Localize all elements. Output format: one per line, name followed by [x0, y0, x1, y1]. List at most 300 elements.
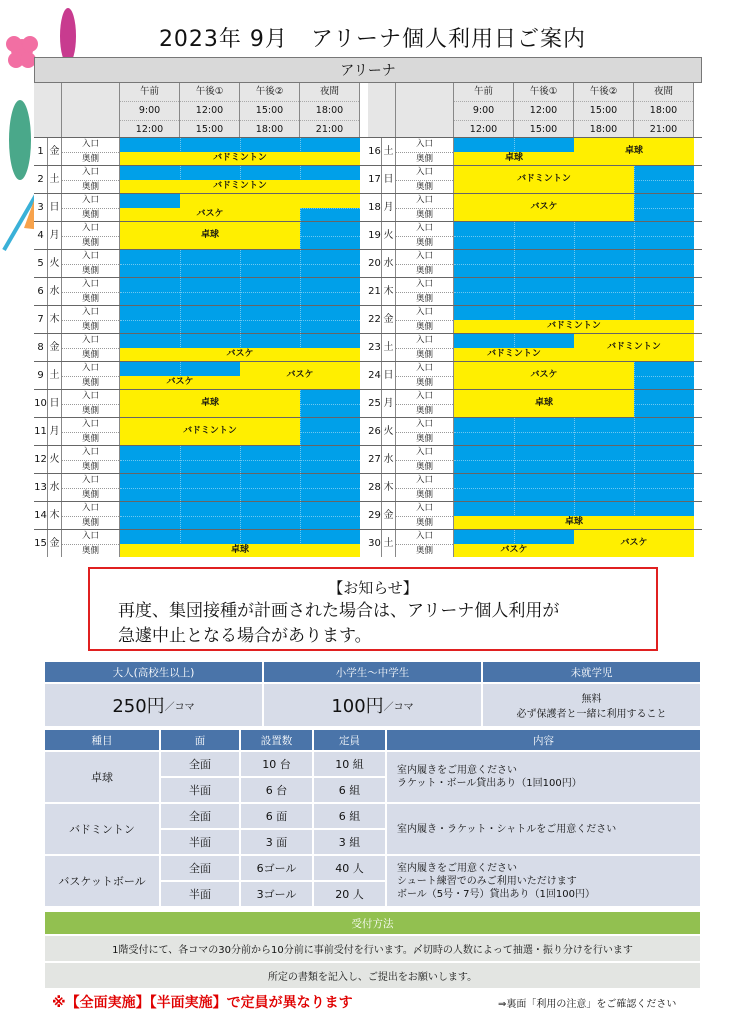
day-number: 26: [368, 418, 382, 445]
sub-labels: [62, 250, 120, 277]
day-number: 10: [34, 390, 48, 417]
slot-area: [454, 502, 694, 529]
slot-name: 午後②: [574, 83, 633, 102]
slot-area: [454, 390, 694, 417]
slot-divider: [300, 446, 301, 473]
day-number: 21: [368, 278, 382, 305]
slot-area: [120, 194, 360, 221]
page-title: 2023年 9月 アリーナ個人利用日ご案内: [158, 27, 587, 52]
back-page-note: ⇒裏面「利用の注意」をご確認ください: [498, 999, 677, 1010]
sub-labels: [62, 194, 120, 221]
day-row: [368, 417, 702, 445]
sub-labels: [396, 530, 454, 557]
slot-area: [120, 474, 360, 501]
slot-end: 15:00: [514, 121, 573, 140]
slot-divider: [514, 222, 515, 249]
slot-area: [454, 278, 694, 305]
sub-labels: [62, 222, 120, 249]
label-entrance: 入口: [396, 530, 453, 545]
slot-divider: [574, 418, 575, 445]
weekday: 金: [48, 138, 62, 165]
sport-full-count: 6 面: [240, 803, 313, 829]
day-number: 7: [34, 306, 48, 333]
label-back: 奥側: [415, 265, 433, 276]
label-entrance: 入口: [396, 222, 453, 237]
slot-area: [454, 362, 694, 389]
weekday: 日: [382, 166, 396, 193]
day-row: [368, 333, 702, 361]
day-row: [34, 445, 368, 473]
day-row: [368, 221, 702, 249]
price-adult-value: 250円: [112, 696, 165, 717]
slot-end: 18:00: [240, 121, 299, 140]
reception-line2: 所定の書類を記入し、ご提出をお願いします。: [44, 962, 701, 989]
day-number: 22: [368, 306, 382, 333]
slot-header-3: [634, 83, 694, 137]
sport-half-face: 半面: [160, 829, 240, 855]
slot-divider: [240, 446, 241, 473]
weekday: 木: [48, 502, 62, 529]
slot-divider: [574, 474, 575, 501]
slot-divider: [300, 390, 301, 417]
weekday: 日: [382, 362, 396, 389]
booking-bar: 卓球: [454, 516, 694, 530]
price-child-unit: ／コマ: [383, 701, 414, 713]
slot-area: [120, 530, 360, 557]
sport-full-face: 全面: [160, 855, 240, 881]
weekday: 木: [382, 474, 396, 501]
sub-labels: [62, 334, 120, 361]
slot-divider: [240, 250, 241, 277]
schedule-header: [368, 83, 702, 137]
sport-half-cap: 6 組: [313, 777, 386, 803]
slot-divider: [180, 446, 181, 473]
sub-labels: [62, 418, 120, 445]
sport-content-line: シュート練習でのみご利用いただけます: [397, 875, 577, 887]
weekday: 火: [48, 250, 62, 277]
slot-area: [454, 530, 694, 557]
sub-labels: [396, 474, 454, 501]
slot-divider: [574, 278, 575, 305]
day-number: 5: [34, 250, 48, 277]
booking-bar: バドミントン: [454, 166, 634, 193]
slot-area: [120, 250, 360, 277]
sub-labels: [396, 502, 454, 529]
weekday: 土: [48, 166, 62, 193]
label-back: 奥側: [415, 405, 433, 416]
slot-divider: [574, 446, 575, 473]
day-row: [368, 277, 702, 305]
day-row: [368, 193, 702, 221]
day-row: [368, 137, 702, 165]
notice-title: 【お知らせ】: [328, 579, 418, 597]
day-row: [34, 137, 368, 165]
sports-table: [44, 729, 701, 909]
day-number: 24: [368, 362, 382, 389]
slot-header-1: [514, 83, 574, 137]
day-number: 17: [368, 166, 382, 193]
booking-bar: 卓球: [120, 390, 300, 417]
sub-labels: [396, 362, 454, 389]
label-entrance: 入口: [62, 250, 119, 265]
sport-full-face: 全面: [160, 803, 240, 829]
label-back: 奥側: [81, 377, 99, 388]
slot-area: [454, 418, 694, 445]
label-entrance: 入口: [62, 138, 119, 153]
booking-bar: バスケ: [574, 530, 694, 557]
label-back: 奥側: [81, 405, 99, 416]
slot-divider: [514, 446, 515, 473]
pricing-header-child: 小学生～中学生: [263, 661, 482, 683]
day-row: [34, 277, 368, 305]
day-row: [34, 249, 368, 277]
slot-area: [120, 390, 360, 417]
slot-end: 21:00: [634, 121, 693, 140]
slot-area: [120, 166, 360, 193]
price-adult-unit: ／コマ: [164, 701, 195, 713]
label-entrance: 入口: [62, 362, 119, 377]
notice-line1: 再度、集団接種が計画された場合は、アリーナ個人利用が: [118, 601, 560, 621]
day-row: [34, 361, 368, 389]
sport-content: [386, 803, 701, 855]
label-back: 奥側: [81, 433, 99, 444]
booking-bar: バドミントン: [120, 152, 360, 166]
sports-header-1: 面: [160, 729, 240, 751]
booking-bar: [180, 194, 360, 208]
label-back: 奥側: [415, 545, 433, 556]
schedule-header: [34, 83, 368, 137]
booking-bar: バスケ: [454, 544, 574, 558]
sub-labels: [62, 530, 120, 557]
slot-start: 9:00: [120, 102, 179, 121]
label-entrance: 入口: [396, 278, 453, 293]
day-number: 8: [34, 334, 48, 361]
label-entrance: 入口: [396, 390, 453, 405]
slot-area: [120, 362, 360, 389]
sub-labels: [62, 446, 120, 473]
header-blank: [62, 83, 120, 137]
slot-area: [120, 502, 360, 529]
weekday: 金: [382, 306, 396, 333]
weekday: 火: [382, 418, 396, 445]
day-row: [34, 221, 368, 249]
booking-bar: バスケ: [120, 376, 240, 390]
label-back: 奥側: [415, 489, 433, 500]
slot-divider: [634, 474, 635, 501]
slot-area: [454, 474, 694, 501]
label-entrance: 入口: [396, 166, 453, 181]
price-child-value: 100円: [331, 696, 384, 717]
label-back: 奥側: [81, 293, 99, 304]
slot-name: 午後①: [514, 83, 573, 102]
slot-divider: [180, 250, 181, 277]
weekday: 土: [382, 138, 396, 165]
label-back: 奥側: [81, 489, 99, 500]
day-number: 27: [368, 446, 382, 473]
booking-bar: 卓球: [120, 222, 300, 249]
label-back: 奥側: [415, 433, 433, 444]
day-number: 16: [368, 138, 382, 165]
slot-area: [454, 334, 694, 361]
sport-half-face: 半面: [160, 881, 240, 907]
day-number: 11: [34, 418, 48, 445]
slot-header-0: [454, 83, 514, 137]
weekday: 火: [48, 446, 62, 473]
sub-labels: [396, 250, 454, 277]
day-number: 30: [368, 530, 382, 557]
day-row: [34, 165, 368, 193]
day-row: [34, 193, 368, 221]
slot-divider: [514, 474, 515, 501]
slot-divider: [300, 278, 301, 305]
slot-area: [120, 138, 360, 165]
booking-bar: バスケ: [120, 348, 360, 362]
label-entrance: 入口: [62, 418, 119, 433]
slot-divider: [634, 418, 635, 445]
sub-labels: [62, 166, 120, 193]
day-row: [34, 473, 368, 501]
label-entrance: 入口: [62, 194, 119, 209]
sub-labels: [62, 362, 120, 389]
weekday: 月: [48, 418, 62, 445]
slot-name: 午前: [454, 83, 513, 102]
slot-name: 午後②: [240, 83, 299, 102]
day-row: [368, 529, 702, 557]
slot-end: 12:00: [120, 121, 179, 140]
day-number: 9: [34, 362, 48, 389]
sport-full-count: 6ゴール: [240, 855, 313, 881]
slot-divider: [574, 222, 575, 249]
label-entrance: 入口: [396, 138, 453, 153]
day-row: [34, 417, 368, 445]
day-row: [368, 473, 702, 501]
slot-divider: [240, 474, 241, 501]
slot-divider: [634, 362, 635, 389]
sport-content-line: ラケット・ボール貸出あり（1回100円）: [397, 778, 582, 789]
sub-labels: [396, 166, 454, 193]
slot-area: [120, 334, 360, 361]
weekday: 月: [382, 390, 396, 417]
reception-line1: 1階受付にて、各コマの30分前から10分前に事前受付を行います。〆切時の人数によって抽選・振り分けを行います: [44, 935, 701, 962]
label-back: 奥側: [81, 181, 99, 192]
slot-divider: [180, 474, 181, 501]
sport-full-cap: 6 組: [313, 803, 386, 829]
day-number: 6: [34, 278, 48, 305]
slot-end: 12:00: [454, 121, 513, 140]
label-back: 奥側: [415, 209, 433, 220]
label-entrance: 入口: [62, 334, 119, 349]
label-back: 奥側: [415, 321, 433, 332]
label-back: 奥側: [81, 517, 99, 528]
weekday: 土: [382, 530, 396, 557]
label-back: 奥側: [415, 237, 433, 248]
label-back: 奥側: [415, 293, 433, 304]
header-blank: [34, 83, 62, 137]
day-number: 20: [368, 250, 382, 277]
price-child: [263, 683, 482, 727]
day-number: 15: [34, 530, 48, 557]
label-back: 奥側: [415, 349, 433, 360]
weekday: 土: [48, 362, 62, 389]
label-entrance: 入口: [396, 502, 453, 517]
slot-area: [454, 250, 694, 277]
slot-area: [454, 222, 694, 249]
label-back: 奥側: [415, 181, 433, 192]
sports-header-3: 定員: [313, 729, 386, 751]
day-row: [368, 361, 702, 389]
slot-divider: [300, 474, 301, 501]
slot-divider: [240, 502, 241, 529]
sport-name: バドミントン: [44, 803, 160, 855]
slot-header-2: [574, 83, 634, 137]
slot-divider: [634, 194, 635, 221]
weekday: 日: [48, 194, 62, 221]
label-entrance: 入口: [396, 250, 453, 265]
slot-end: 21:00: [300, 121, 359, 140]
day-number: 29: [368, 502, 382, 529]
sport-content-line: 室内履き・ラケット・シャトルをご用意ください: [397, 823, 617, 835]
label-back: 奥側: [415, 461, 433, 472]
label-entrance: 入口: [62, 166, 119, 181]
slot-divider: [300, 306, 301, 333]
booking-bar: バスケ: [240, 362, 360, 389]
sport-content: [386, 855, 701, 907]
header-blank: [368, 83, 396, 137]
slot-name: 夜間: [634, 83, 693, 102]
sub-labels: [396, 306, 454, 333]
sub-labels: [62, 278, 120, 305]
slot-start: 12:00: [514, 102, 573, 121]
sport-half-count: 3ゴール: [240, 881, 313, 907]
sub-labels: [62, 138, 120, 165]
slot-start: 18:00: [300, 102, 359, 121]
booking-bar: バスケ: [120, 208, 300, 222]
day-number: 3: [34, 194, 48, 221]
slot-divider: [300, 222, 301, 249]
slot-area: [120, 306, 360, 333]
slot-divider: [180, 306, 181, 333]
slot-name: 午前: [120, 83, 179, 102]
day-row: [34, 501, 368, 529]
label-back: 奥側: [81, 545, 99, 556]
sub-labels: [62, 474, 120, 501]
day-row: [368, 445, 702, 473]
slot-name: 午後①: [180, 83, 239, 102]
label-back: 奥側: [81, 461, 99, 472]
slot-divider: [634, 166, 635, 193]
reception-section: [44, 911, 701, 989]
weekday: 水: [382, 446, 396, 473]
price-adult: [44, 683, 263, 727]
label-back: 奥側: [81, 265, 99, 276]
sport-content-line: 室内履きをご用意ください: [397, 862, 517, 874]
weekday: 土: [382, 334, 396, 361]
slot-divider: [300, 418, 301, 445]
slot-area: [454, 138, 694, 165]
slot-area: [454, 446, 694, 473]
slot-divider: [634, 278, 635, 305]
label-back: 奥側: [415, 153, 433, 164]
booking-bar: バドミントン: [574, 334, 694, 361]
booking-bar: バドミントン: [454, 348, 574, 362]
leaf-green-icon: [9, 100, 31, 180]
label-back: 奥側: [415, 517, 433, 528]
sub-labels: [396, 418, 454, 445]
day-row: [34, 529, 368, 557]
day-number: 19: [368, 222, 382, 249]
label-entrance: 入口: [396, 306, 453, 321]
slot-header-3: [300, 83, 360, 137]
sub-labels: [62, 502, 120, 529]
slot-header-0: [120, 83, 180, 137]
slot-divider: [180, 502, 181, 529]
label-entrance: 入口: [62, 474, 119, 489]
label-entrance: 入口: [396, 474, 453, 489]
weekday: 水: [48, 474, 62, 501]
sub-labels: [62, 390, 120, 417]
price-preschool-note: 必ず保護者と一緒に利用すること: [516, 709, 667, 720]
day-number: 13: [34, 474, 48, 501]
sport-half-cap: 3 組: [313, 829, 386, 855]
sub-labels: [396, 390, 454, 417]
booking-bar: 卓球: [120, 544, 360, 558]
slot-area: [120, 418, 360, 445]
slot-start: 12:00: [180, 102, 239, 121]
slot-divider: [634, 222, 635, 249]
booking-bar: バドミントン: [454, 320, 694, 334]
notice-line2: 急遽中止となる場合があります。: [118, 626, 372, 646]
day-row: [368, 389, 702, 417]
label-entrance: 入口: [62, 446, 119, 461]
booking-bar: バスケ: [454, 194, 634, 221]
pricing-table: [44, 661, 701, 727]
label-back: 奥側: [415, 377, 433, 388]
weekday: 木: [48, 306, 62, 333]
label-back: 奥側: [81, 209, 99, 220]
sub-labels: [396, 194, 454, 221]
slot-divider: [634, 250, 635, 277]
day-number: 12: [34, 446, 48, 473]
booking-bar: 卓球: [574, 138, 694, 165]
sport-half-count: 6 台: [240, 777, 313, 803]
pricing-header-preschool: 未就学児: [482, 661, 701, 683]
slot-end: 15:00: [180, 121, 239, 140]
pricing-header-adult: 大人(高校生以上): [44, 661, 263, 683]
sub-labels: [396, 278, 454, 305]
booking-bar: 卓球: [454, 152, 574, 166]
weekday: 木: [382, 278, 396, 305]
label-entrance: 入口: [396, 446, 453, 461]
slot-divider: [240, 278, 241, 305]
day-number: 18: [368, 194, 382, 221]
day-number: 4: [34, 222, 48, 249]
weekday: 金: [48, 530, 62, 557]
label-back: 奥側: [81, 321, 99, 332]
weekday: 月: [382, 194, 396, 221]
schedule-arena-label: アリーナ: [34, 57, 702, 83]
slot-divider: [634, 390, 635, 417]
day-number: 2: [34, 166, 48, 193]
sub-labels: [396, 446, 454, 473]
sport-full-face: 全面: [160, 751, 240, 777]
sport-half-count: 3 面: [240, 829, 313, 855]
slot-area: [120, 278, 360, 305]
booking-bar: 卓球: [454, 390, 634, 417]
weekday: 日: [48, 390, 62, 417]
slot-start: 18:00: [634, 102, 693, 121]
slot-area: [120, 446, 360, 473]
day-row: [368, 305, 702, 333]
